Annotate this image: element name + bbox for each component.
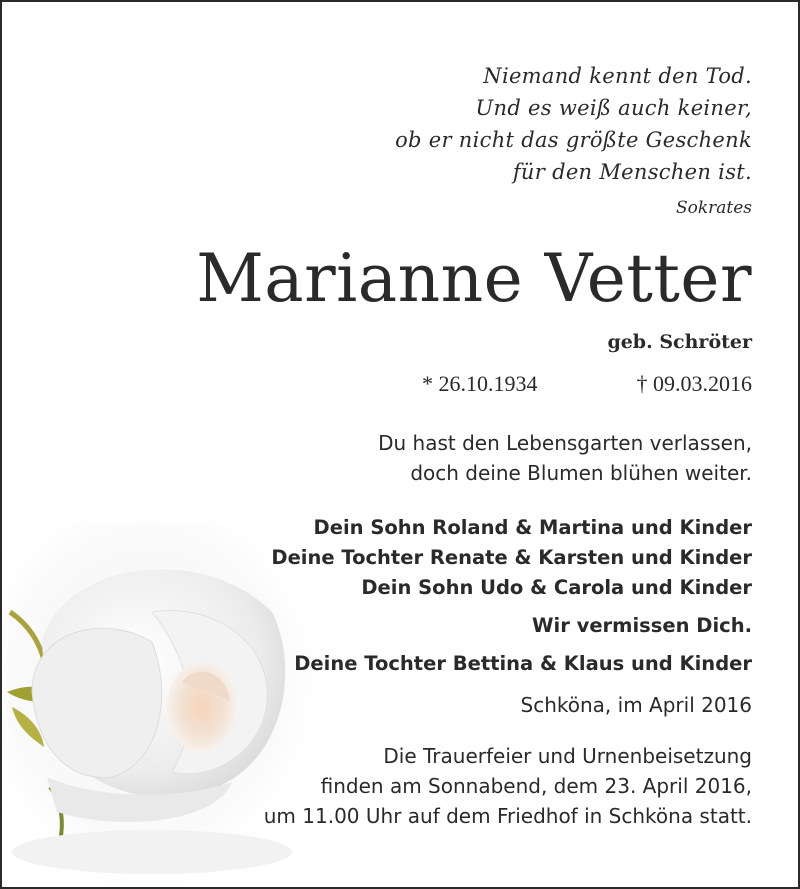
miss-you-line: Wir vermissen Dich. [532, 614, 752, 637]
quote-line: ob er nicht das größte Geschenk [395, 128, 752, 152]
verse-line: Du hast den Lebensgarten verlassen, [378, 431, 752, 455]
mourner-line: Deine Tochter Bettina & Klaus und Kinder [294, 652, 752, 675]
quote-line: Niemand kennt den Tod. [483, 64, 752, 88]
verse-block [378, 428, 752, 488]
quote-line: für den Menschen ist. [512, 160, 752, 184]
quote-line: Und es weiß auch keiner, [475, 96, 752, 120]
funeral-line: um 11.00 Uhr auf dem Friedhof in Schköna statt. [263, 804, 752, 828]
quote-block [395, 60, 752, 188]
death-date: † 09.03.2016 [636, 371, 752, 396]
deceased-name: Marianne Vetter [196, 240, 752, 317]
funeral-info [264, 741, 752, 831]
birth-date: * 26.10.1934 [422, 371, 538, 396]
quote-author: Sokrates [675, 198, 752, 218]
verse-line: doch deine Blumen blühen weiter. [410, 461, 752, 485]
place-date: Schköna, im April 2016 [520, 693, 752, 717]
mourner-line: Dein Sohn Udo & Carola und Kinder [361, 576, 752, 599]
mourners-list [271, 513, 752, 603]
maiden-name: geb. Schröter [607, 331, 752, 353]
mourner-line: Deine Tochter Renate & Karsten und Kinder [271, 546, 752, 569]
mourner-line: Dein Sohn Roland & Martina und Kinder [313, 516, 752, 539]
funeral-line: Die Trauerfeier und Urnenbeisetzung [383, 744, 752, 768]
funeral-line: finden am Sonnabend, dem 23. April 2016, [320, 774, 752, 798]
